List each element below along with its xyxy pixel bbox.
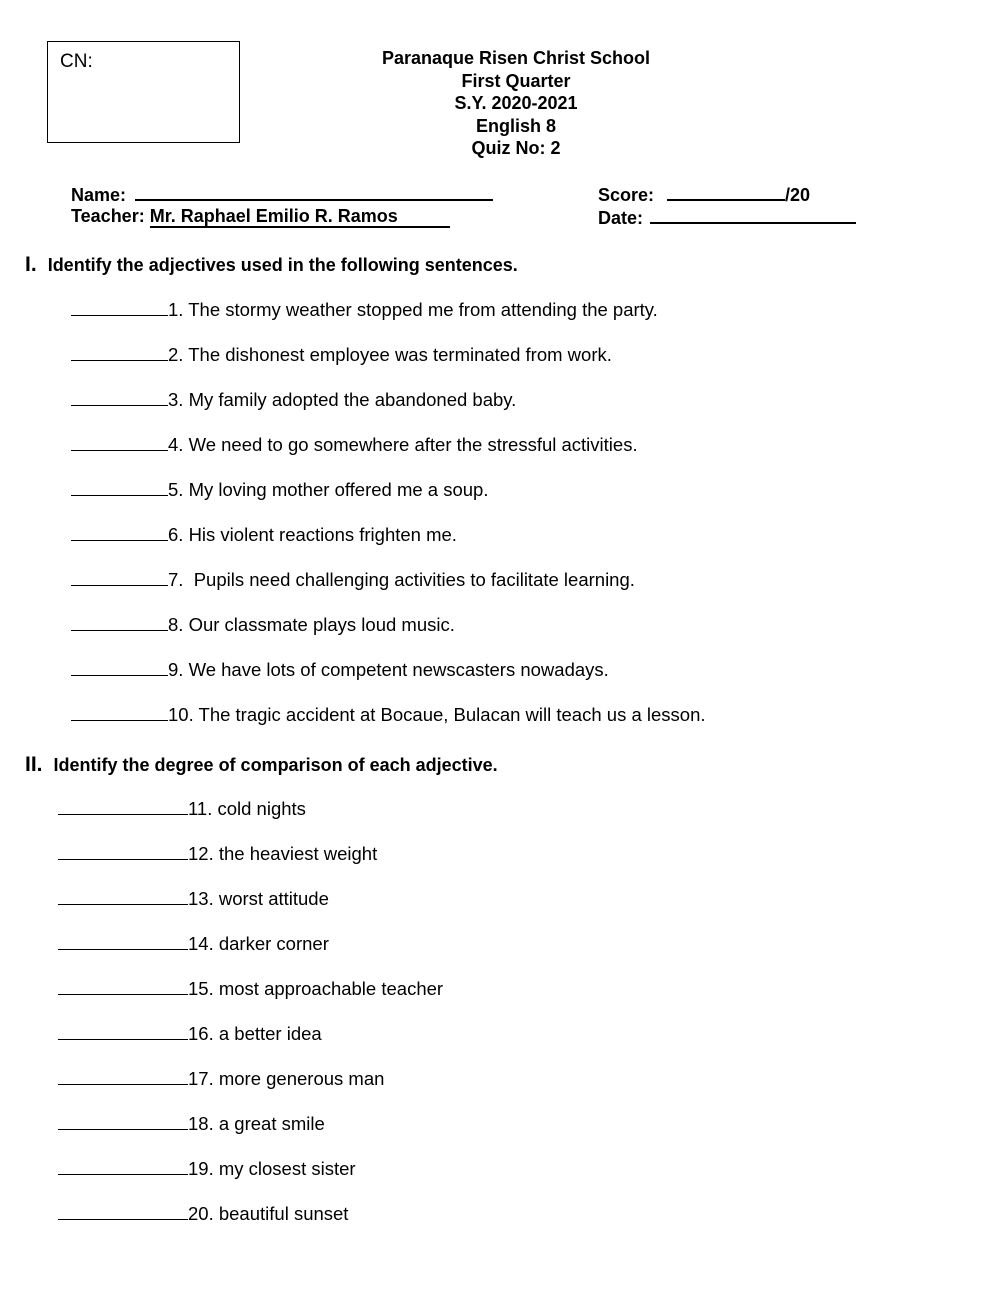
quiz-header bbox=[316, 47, 716, 160]
list-item: 19. my closest sister bbox=[58, 1158, 356, 1180]
date-label: Date: bbox=[598, 208, 644, 228]
school-name: Paranaque Risen Christ School bbox=[381, 48, 651, 68]
answer-blank[interactable] bbox=[71, 434, 168, 451]
answer-blank[interactable] bbox=[71, 704, 168, 721]
answer-blank[interactable] bbox=[71, 569, 168, 586]
school-year: S.Y. 2020-2021 bbox=[454, 93, 578, 113]
answer-blank[interactable] bbox=[71, 614, 168, 631]
section-1-instruction: Identify the adjectives used in the following sentences. bbox=[47, 255, 518, 275]
cn-label: CN: bbox=[60, 51, 93, 72]
list-item: 18. a great smile bbox=[58, 1113, 325, 1135]
answer-blank[interactable] bbox=[58, 1158, 188, 1175]
list-item: 10. The tragic accident at Bocaue, Bulacan will teach us a lesson. bbox=[71, 704, 706, 726]
list-item: 4. We need to go somewhere after the stressful activities. bbox=[71, 434, 638, 456]
list-item: 15. most approachable teacher bbox=[58, 978, 443, 1000]
list-item: 7. Pupils need challenging activities to facilitate learning. bbox=[71, 569, 635, 591]
list-item: 5. My loving mother offered me a soup. bbox=[71, 479, 489, 501]
list-item: 6. His violent reactions frighten me. bbox=[71, 524, 457, 546]
date-blank[interactable] bbox=[650, 205, 856, 224]
list-item: 17. more generous man bbox=[58, 1068, 384, 1090]
section-2-title bbox=[25, 753, 498, 777]
cn-box[interactable] bbox=[47, 41, 240, 143]
list-item: 20. beautiful sunset bbox=[58, 1203, 348, 1225]
list-item: 14. darker corner bbox=[58, 933, 329, 955]
quarter: First Quarter bbox=[461, 70, 571, 91]
answer-blank[interactable] bbox=[58, 1068, 188, 1085]
list-item: 3. My family adopted the abandoned baby. bbox=[71, 389, 516, 411]
section-2-instruction: Identify the degree of comparison of each adjective. bbox=[53, 755, 498, 775]
answer-blank[interactable] bbox=[58, 978, 188, 995]
section-1-title bbox=[25, 253, 518, 277]
name-label: Name: bbox=[71, 185, 127, 205]
name-blank[interactable] bbox=[135, 182, 493, 201]
section-2-numeral: II. bbox=[25, 753, 43, 776]
list-item: 16. a better idea bbox=[58, 1023, 322, 1045]
list-item: 1. The stormy weather stopped me from attending the party. bbox=[71, 299, 658, 321]
answer-blank[interactable] bbox=[71, 524, 168, 541]
answer-blank[interactable] bbox=[58, 1203, 188, 1220]
teacher-label: Teacher: bbox=[71, 206, 145, 226]
answer-blank[interactable] bbox=[71, 344, 168, 361]
name-row bbox=[71, 182, 493, 206]
subject: English 8 bbox=[475, 115, 556, 136]
answer-blank[interactable] bbox=[58, 798, 188, 815]
list-item: 8. Our classmate plays loud music. bbox=[71, 614, 455, 636]
answer-blank[interactable] bbox=[58, 843, 188, 860]
list-item: 13. worst attitude bbox=[58, 888, 329, 910]
score-label: Score: bbox=[598, 185, 655, 205]
answer-blank[interactable] bbox=[58, 888, 188, 905]
answer-blank[interactable] bbox=[71, 389, 168, 406]
answer-blank[interactable] bbox=[58, 1113, 188, 1130]
quiz-number: Quiz No: 2 bbox=[471, 138, 561, 158]
score-row bbox=[598, 182, 810, 206]
list-item: 11. cold nights bbox=[58, 798, 306, 820]
list-item: 12. the heaviest weight bbox=[58, 843, 377, 865]
date-row bbox=[598, 205, 856, 229]
teacher-row bbox=[71, 205, 450, 228]
score-total: /20 bbox=[785, 185, 811, 205]
list-item: 9. We have lots of competent newscasters nowadays. bbox=[71, 659, 609, 681]
teacher-name: Mr. Raphael Emilio R. Ramos bbox=[150, 207, 450, 228]
answer-blank[interactable] bbox=[71, 659, 168, 676]
list-item: 2. The dishonest employee was terminated from work. bbox=[71, 344, 612, 366]
score-blank[interactable] bbox=[667, 182, 785, 201]
answer-blank[interactable] bbox=[71, 479, 168, 496]
answer-blank[interactable] bbox=[58, 1023, 188, 1040]
answer-blank[interactable] bbox=[58, 933, 188, 950]
answer-blank[interactable] bbox=[71, 299, 168, 316]
section-1-numeral: I. bbox=[25, 253, 37, 276]
